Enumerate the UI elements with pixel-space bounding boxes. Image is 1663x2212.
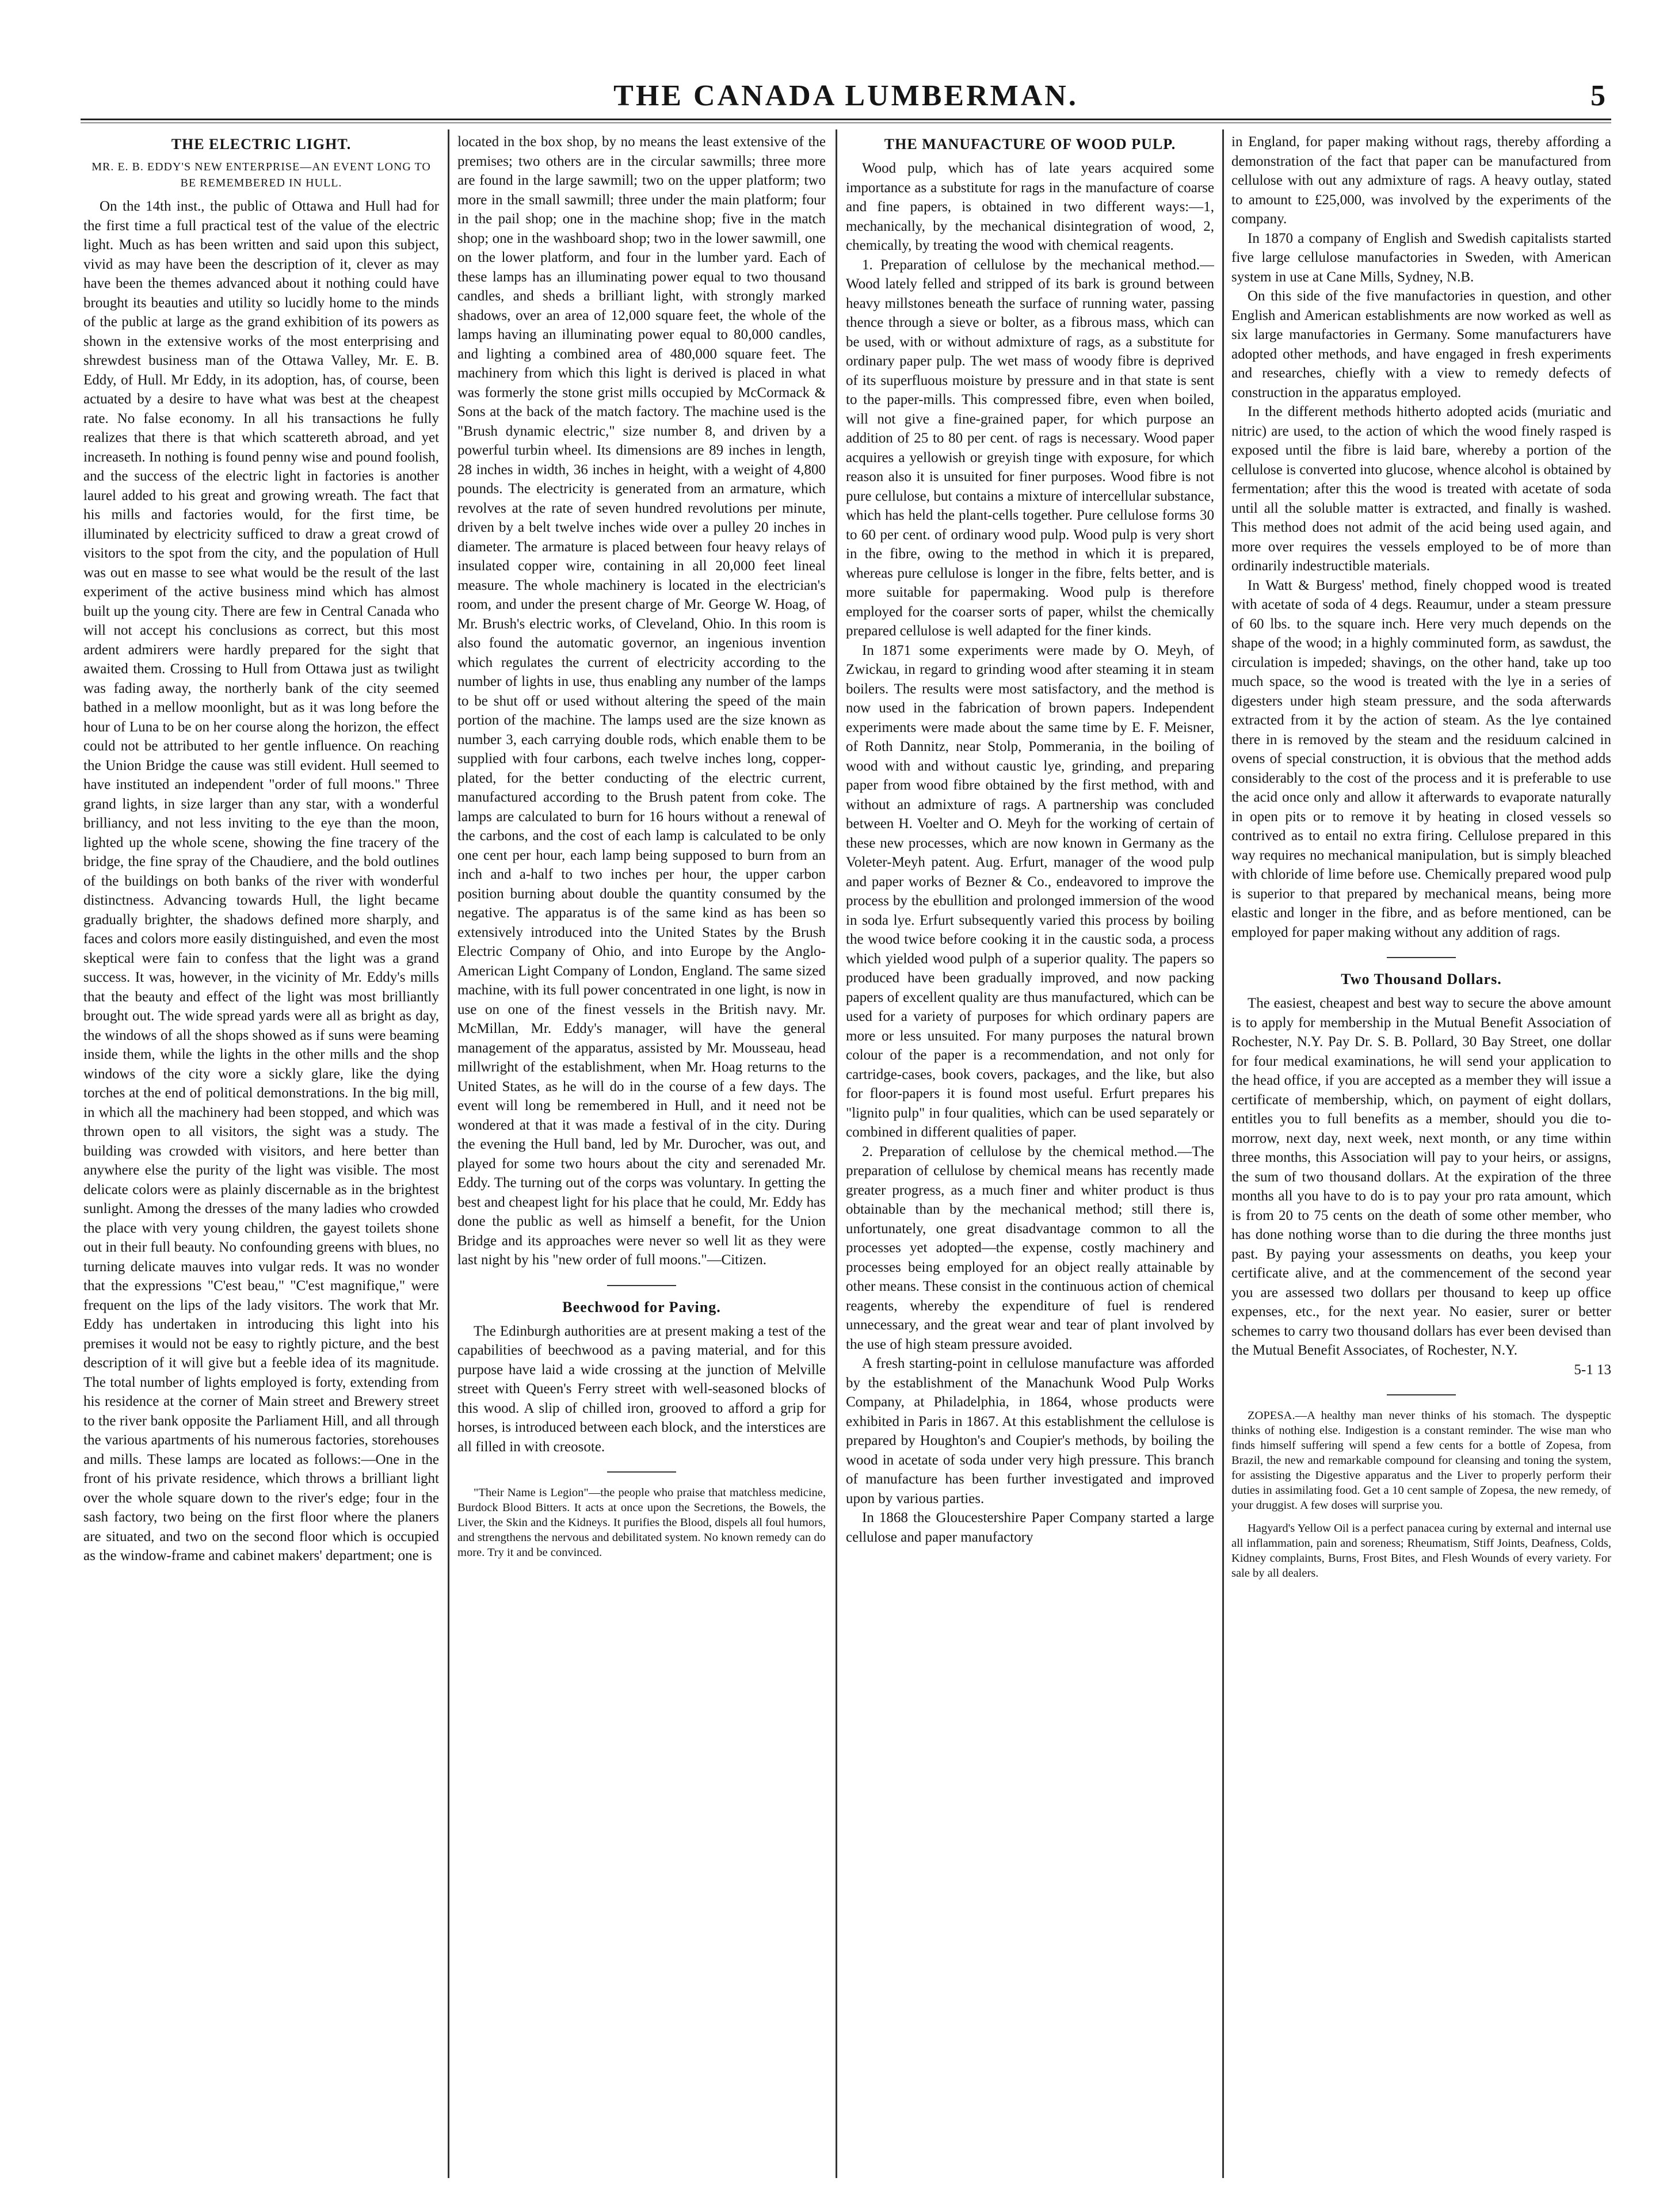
column-rule [1222, 129, 1224, 2178]
section-divider [607, 1285, 676, 1286]
column-rule [448, 129, 449, 2178]
section-divider [1387, 1394, 1456, 1395]
column-rule [836, 129, 837, 2178]
article-paragraph: The easiest, cheapest and best way to secure the above amount is to apply for membership in the Mutual Benefit Association of Rochester, N.Y. Pay Dr. S. B. Pollard, 30 Bay Street, one dollar for four medical examinations, he will send your application to the head office, if you are accepted as a member they will issue a certificate of membership, which, on payment of eight dollars, entitles you to full benefits as a member, should you die to-morrow, next day, next week, next month, or any time within three months, this Association will pay to your heirs, or assigns, the sum of two thousand dollars. At the expiration of the three months all you have to do is to pay your pro rata amount, which is from 20 to 75 cents on the death of some other member, who has done nothing worse than to die during the three months just past. By paying your assessments on deaths, you keep your certificate alive, and at the commencement of the second year you are assessed two dollars per thousand to keep up office expenses, etc., for the next year. No easier, surer or better schemes to carry two thousand dollars has ever been devised than the Mutual Benefit Associates, of Rochester, N.Y. [1231, 996, 1611, 1358]
article-heading: Beechwood for Paving. [562, 1298, 721, 1315]
article-paragraph: 1. Preparation of cellulose by the mechanical method.—Wood lately felled and stripped of its bark is ground between heavy millstones beneath the surface of running water, passing thence through a sieve or bolter, as a fibrous mass, which can be used, with or without admixture of rags, as a substitute for ordinary paper pulp. The wet mass of woody fibre is deprived of its superfluous moisture by pressure and in that state is sent to the paper-mills. This compressed fibre, even when boiled, will not give a fine-grained paper, for which purpose an addition of 25 to 80 per cent. of rags is necessary. Wood paper acquires a yellowish or greyish tinge with exposure, for which reason also it is unsuited for finer purposes. Wood fibre is not pure cellulose, but contains a mixture of intercellular substance, which has held the plant-cells together. Pure cellulose forms 30 to 60 per cent. of ordinary wood pulp. Wood pulp is very short in the fibre, owing to the method in which it is prepared, whereas pure cellulose is longer in the fibre, felts better, and is more suitable for papermaking. Wood pulp is therefore employed for the coarser sorts of paper, whilst the chemically prepared cellulose is well adapted for the finer kinds. [846, 257, 1214, 639]
advertisement: "Their Name is Legion"—the people who praise that matchless medicine, Burdock Blood Bitters. It acts at once upon the Secretions, the Bowels, the Liver, the Skin and the Kidneys. It purifies the Blood, dispels all foul humors, and strengthens the nervous and debilitated system. No known remedy can do more. Try it and be convinced. [457, 1486, 826, 1559]
column-3 [846, 132, 1214, 2175]
article-paragraph: A fresh starting-point in cellulose manufacture was afforded by the establishment of the Manachunk Wood Pulp Works Company, at Philadelphia, in 1864, whose products were exhibited in Paris in 1867. At this establishment the cellulose is prepared by Houghton's and Coupier's methods, by boiling the wood in acetate of soda under very high pressure. This branch of manufacture has been further investigated and improved upon by various parties. [846, 1356, 1214, 1507]
section-divider [607, 1471, 676, 1473]
column-2 [457, 132, 826, 2175]
column-1 [83, 132, 439, 2175]
newspaper-title: THE CANADA LUMBERMAN. [613, 79, 1078, 112]
masthead-rule [81, 119, 1611, 120]
article-heading: Two Thousand Dollars. [1341, 971, 1502, 987]
advertisement: ZOPESA.—A healthy man never thinks of his stomach. The dyspeptic thinks of nothing else. Indigestion is a constant reminder. The wise man who finds himself suffering will spend a few cents for a bottle of Zopesa, from Brazil, the new and remarkable compound for cleansing and toning the system, for assisting the Digestive apparatus and the Liver to properly perform their duties in assimilating food. Get a 10 cent sample of Zopesa, the new remedy, of your druggist. A few doses will surprise you. [1231, 1409, 1611, 1512]
article-body: The Edinburgh authorities are at present making a test of the capabilities of beechwood as a paving material, and for this purpose have laid a wide crossing at the junction of Melville street with Queen's Ferry street with well-seasoned blocks of this wood. A slip of chilled iron, grooved to afford a grip for horses, is introduced between each block, and the interstices are all filled in with creosote. [457, 1323, 826, 1455]
column-4 [1231, 132, 1611, 2175]
article-body: On the 14th inst., the public of Ottawa and Hull had for the first time a full practical test of the value of the electric light. Much as has been written and said upon this subject, vivid as may have been the description of it, clever as may have been the themes advanced about it nothing could have brought its beauties and utility so lucidly home to the minds of the public at large as the grand exhibition of its powers as shown in the extensive works of the most enterprising and shrewdest business man of the Ottawa Valley, Mr. E. B. Eddy, of Hull. Mr Eddy, in its adoption, has, of course, been actuated by a desire to have what was best at the cheapest rate. No false economy. In all his transactions he fully realizes that there is that which scattereth abroad, and yet increaseth. In nothing is found penny wise and pound foolish, and the success of the electric light in factories is another laurel added to his great and growing wreath. The fact that his mills and factories would, for the first time, be illuminated by electricity sufficed to draw a great crowd of visitors to the spot from the city, and the population of Hull was out en masse to see what would be the result of the last experiment of the active business mind which has almost built up the young city. There are few in Central Canada who will not accept his conclusions as correct, but this most ardent admirers were hardly prepared for the sight that awaited them. Crossing to Hull from Ottawa just as twilight was fading away, the northerly bank of the city seemed bathed in a mellow moonlight, but as it was long before the hour of Luna to be on her course along the horizon, the effect could not be attributed to her gentle influence. On reaching the Union Bridge the cause was still evident. Hull seemed to have instituted an independent "order of full moons." Three grand lights, in size larger than any star, with a wonderful brilliancy, and not less inviting to the eye than the moon, lighted up the whole scene, showing the fine tracery of the bridge, the fine spray of the Chaudiere, and the bold outlines of the buildings on both banks of the river with wonderful distinctness. Advancing towards Hull, the light became gradually brighter, the shadows defined more sharply, and faces and colors more easily distinguished, and even the most skeptical were fain to confess that the light was a grand success. It was, however, in the vicinity of Mr. Eddy's mills that the beauty and effect of the light was most brilliantly brought out. The wide spread yards were all as bright as day, the windows of all the shops showed as if suns were beaming inside them, while the lights in the other mills and the shop windows of the city wore a sickly glare, like the dying torches at the end of political demonstrations. In the big mill, in which all the machinery had been stopped, and which was thrown open to all visitors, the sight was a study. The building was crowded with visitors, and here better than anywhere else the purity of the light was visible. The most delicate colors were as plainly discernable as in the brightest sunlight. Among the dresses of the many ladies who crowded the place with very young children, the gayest toilets shone out in their full beauty. No confounding greens with blues, no turning delicate mauves into vulgar reds. It was no wonder that the expressions "C'est beau," "C'est magnifique," were frequent on the lips of the lady visitors. The work that Mr. Eddy has undertaken in introducing this light into his premises it would not be easy to rightly picture, and the best description of it will give but a feeble idea of its magnitude. The total number of lights employed is forty, extending from his residence at the corner of Main street and Brewery street to the river bank opposite the Parliament Hill, and all through the various apartments of his numerous factories, storehouses and mills. These lamps are located as follows:—One in the front of his private residence, which throws a brilliant light over the whole square down to the river's edge; four in the sash factory, two being on the first floor where the planers are situated, and two on the second floor which is occupied as the window-frame and cabinet makers' department; one is [83, 199, 439, 1563]
article-heading: THE ELECTRIC LIGHT. [171, 136, 352, 152]
page-number: 5 [1590, 79, 1605, 112]
article-paragraph: Wood pulp, which has of late years acquired some importance as a substitute for rags in the manufacture of coarse and fine papers, is obtained in two different ways:—1, mechanically, by the mechanical disintegration of wood, 2, chemically, by treating the wood with chemical reagents. [846, 161, 1214, 253]
notice-code: 5-1 13 [1574, 1361, 1611, 1378]
article-paragraph: In the different methods hitherto adopted acids (muriatic and nitric) are used, to the action of which the wood finely rasped is exposed until the fibre is laid bare, whereby a portion of the cellulose is converted into glucose, whence alcohol is obtained by fermentation; after this the wood is treated with acetate of soda until all the soluble matter is extracted, and finally is washed. This method does not admit of the acid being used again, and more over requires the vessels employed to be of more than ordinarily indestructible materials. [1231, 404, 1611, 574]
article-paragraph: In 1870 a company of English and Swedish capitalists started five large cellulose manufactories in Sweden, with American system in use at Cane Mills, Sydney, N.B. [1231, 230, 1611, 285]
article-subheading: MR. E. B. EDDY'S NEW ENTERPRISE—AN EVENT LONG TO BE REMEMBERED IN HULL. [91, 161, 431, 189]
article-paragraph: In 1871 some experiments were made by O. Meyh, of Zwickau, in regard to grinding wood after steaming it in steam boilers. The results were most satisfactory, and the method is now used in the fabrication of brown papers. Independent experiments were made about the same time by E. F. Meisner, of Roth Dannitz, near Stolp, Pommerania, in the boiling of wood with and without caustic lye, grinding, and preparing paper from wood fibre obtained by the first method, with and without an admixture of rags. A partnership was concluded between H. Voelter and O. Meyh for the working of certain of these new processes, which are now known in Germany as the Voleter-Meyh patent. Aug. Erfurt, manager of the wood pulp and paper works of Bezner & Co., endeavored to improve the process by the ebullition and prolonged immersion of the wood in soda lye. Erfurt subsequently varied this process by boiling the wood twice before cooking it in the caustic soda, a process which yielded wood pulph of a superior quality. The papers so produced have been gradually improved, and now packing papers of excellent quality are thus manufactured, which can be used for a variety of purposes for which ordinary papers are more or less unsuited. For many purposes the natural brown colour of the paper is a recommendation, and not only for cartridge-cases, book covers, packages, and the like, but also for floor-papers it is found most useful. Erfurt prepares his "lignito pulp" in four qualities, which can be used separately or combined in different qualities of paper. [846, 642, 1214, 1140]
article-body-continued: located in the box shop, by no means the least extensive of the premises; two others are in the circular sawmills; three more are found in the large sawmill; two on the upper platform; two more in the small sawmill; three under the main platform; four in the pail shop; one in the machine shop; five in the match shop; one in the washboard shop; two in the lower sawmill, one on the lower platform, and four in the lumber yard. Each of these lamps has an illuminating power equal to two thousand candles, and sheds a brilliant light, with strongly marked shadows, over an area of 12,000 square feet, the whole of the lamps having an illuminating power equal to 80,000 candles, and lighting a combined area of 480,000 square feet. The machinery from which this light is derived is placed in what was formerly the stone grist mills occupied by McCormack & Sons at the back of the match factory. The machine used is the "Brush dynamic electric," size number 8, and driven by a powerful turbin wheel. Its dimensions are 89 inches in length, 28 inches in width, 36 inches in height, with a weight of 4,800 pounds. The electricity is generated from an armature, which revolves at the rate of seven hundred revolutions per minute, driven by a belt twelve inches wide over a pulley 20 inches in diameter. The armature is placed between four heavy relays of insulated copper wire, containing in all 20,000 feet lineal measure. The whole machinery is located in the electrician's room, and under the present charge of Mr. George W. Hoag, of Mr. Brush's electric works, of Cleveland, Ohio. In this room is also found the automatic governor, an ingenious invention which regulates the current of electricity according to the number of lights in use, thus enabling any number of the lamps to be shut off or used without altering the speed of the main portion of the machine. The lamps used are the size known as number 3, each carrying double rods, which enable them to be supplied with four carbons, each twelve inches long, copper-plated, for the better conducting of the electric current, manufactured according to the Brush patent from coke. The lamps are calculated to burn for 16 hours without a renewal of the carbons, and the cost of each lamp is calculated to be only one cent per hour, each lamp being supposed to burn from an inch and a-half to two inches per hour, the upper carbon position burning about double the quantity consumed by the negative. The apparatus is of the same kind as has been so extensively introduced into the United States by the Brush Electric Company of Ohio, and into Europe by the Anglo-American Light Company of London, England. The same sized machine, with its full power concentrated in one light, is now in use on one of the finest vessels in the British navy. Mr. McMillan, Mr. Eddy's manager, will have the general management of the apparatus, assisted by Mr. Mousseau, head millwright of the establishment, when Mr. Hoag returns to the United States, as he will do in the course of a few days. The event will long be remembered in Hull, and it need not be wondered at that it was made a festival of in the city. During the evening the Hull band, led by Mr. Durocher, was out, and played for some two hours about the city and serenaded Mr. Eddy. The turning out of the corps was voluntary. In getting the best and cheapest light for his place that he could, Mr. Eddy has done the public as well as himself a benefit, for the Union Bridge and its approaches were never so well lit as they were last night by his "new order of full moons."—Citizen. [457, 134, 826, 1268]
advertisement: Hagyard's Yellow Oil is a perfect panacea curing by external and internal use all inflammation, pain and soreness; Rheumatism, Stiff Joints, Deafness, Colds, Kidney complaints, Burns, Frost Bites, and Flesh Wounds of every variety. For sale by all dealers. [1231, 1522, 1611, 1580]
section-divider [1387, 957, 1456, 958]
article-heading: THE MANUFACTURE OF WOOD PULP. [884, 136, 1176, 152]
article-paragraph: In Watt & Burgess' method, finely chopped wood is treated with acetate of soda of 4 degs. Reaumur, under a steam pressure of 60 lbs. to the square inch. Here very much depends on the shape of the wood; in a highly comminuted form, as sawdust, the circulation is impeded; shavings, on the other hand, take up too much space, so the wood is treated with the lye in a series of digesters under high steam pressure, and the soda afterwards extracted from it by the action of steam. As the lye contained there in is removed by the steam and the residuum calcined in ovens of special construction, it is obvious that the method adds considerably to the cost of the process and it is preferable to use the acid once only and allow it afterwards to evaporate naturally in open pits or to remove it by heating in closed vessels so contrived as to entail no extra firing. Cellulose prepared in this way requires no mechanical manipulation, but is simply bleached with chloride of lime before use. Chemically prepared wood pulp is superior to that prepared by mechanical means, being more elastic and longer in the fibre, and as before mentioned, can be employed for paper making without any addition of rags. [1231, 577, 1611, 940]
article-paragraph: in England, for paper making without rags, thereby affording a demonstration of the fact that paper can be manufactured from cellulose with out any admixture of rags. A heavy outlay, stated to amount to £25,000, was involved by the experiments of the company. [1231, 134, 1611, 227]
article-paragraph: 2. Preparation of cellulose by the chemical method.—The preparation of cellulose by chemical means has recently made greater progress, as a much finer and whiter product is thus obtainable than by the mechanical method; still there is, unfortunately, one great disadvantage common to all the processes yet adopted—the expense, costly machinery and processes being employed for an object really attainable by other means. These consist in the continuous action of chemical reagents, whereby the expenditure of fuel is rendered unnecessary, and the great wear and tear of plant involved by the use of high steam pressure avoided. [846, 1143, 1214, 1352]
article-paragraph: In 1868 the Gloucestershire Paper Company started a large cellulose and paper manufactory [846, 1510, 1214, 1545]
masthead [81, 76, 1611, 116]
article-paragraph: On this side of the five manufactories in question, and other English and American establishments are now worked as well as six large manufactories in Germany. Some manufacturers have adopted other methods, and have engaged in fresh experiments and researches, chiefly with a view to remedy defects of construction in the apparatus employed. [1231, 288, 1611, 401]
